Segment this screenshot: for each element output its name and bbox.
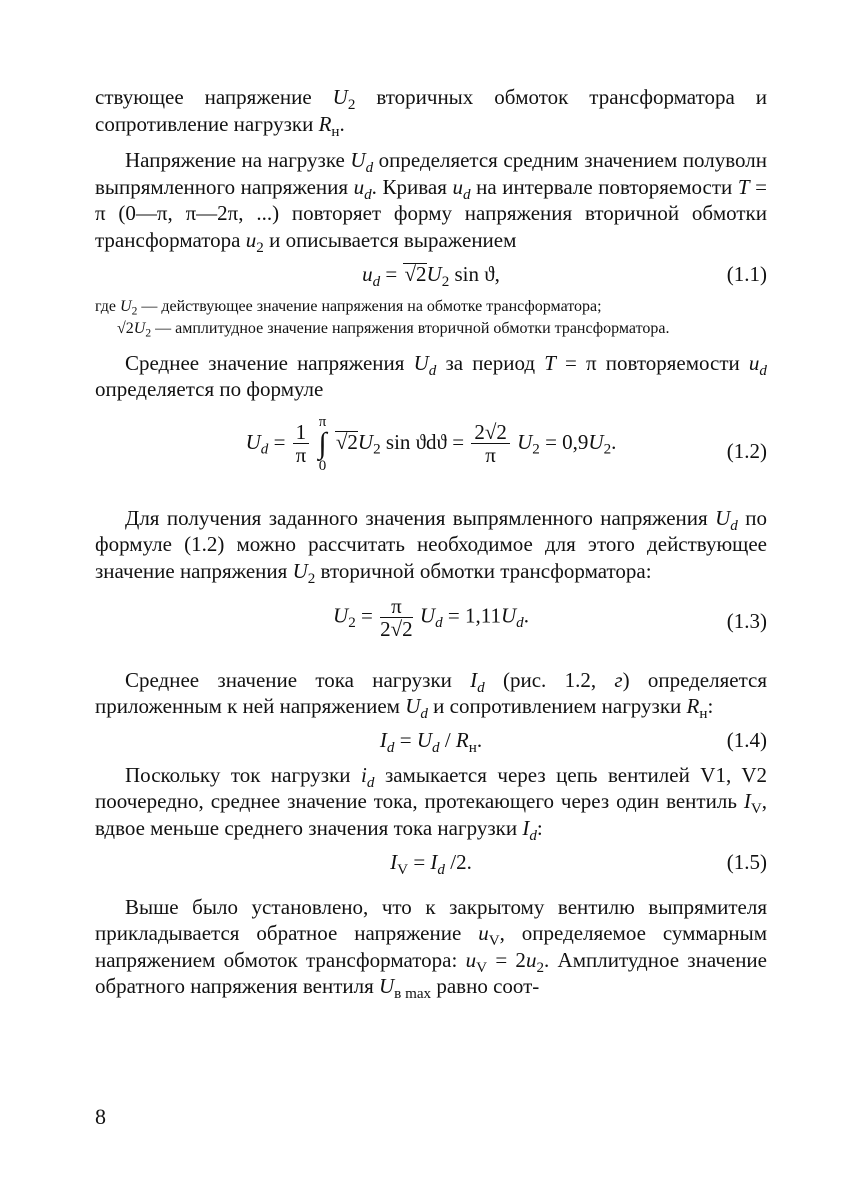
paragraph-1: ствующее напряжение $U_2$ вторичных обмоток трансформатора и сопротивление нагрузки $R_н$. (95, 85, 768, 140)
paragraph-4: Для получения заданного значения выпрямленного напряжения $U_d$ по формуле (1.2) можно рассчитать необходимое для этого действующее значение напряжения $U_2$ вторичной обмотки трансформатора: (95, 505, 767, 587)
paragraph-2: Напряжение на нагрузке $U_d$ определяется средним значением полуволн выпрямленного напряжения $u_d$. Кривая $u_d$ на интервале повторяемости T = π (0—π, π—2π, ...) повторяет форму напряжения вторичной обмотки трансформатора $u_2$ и описывается выражением (95, 148, 767, 256)
equation-number: (1.3) (726, 608, 767, 633)
equation-1-2: $U_d$ = $\frac{1}{\pi}$ π ∫ 0 $√2U_2$ sin ϑdϑ = $\frac{2√2}{\pi}$ $U_2 = 0,9U_2$. (1.2) (245, 413, 767, 474)
equation-number: (1.4) (726, 727, 767, 752)
paragraph-5: Среднее значение тока нагрузки $I_d$ (рис. 1.2, г) определяется приложенным к ней напряжением $U_d$ и сопротивлением нагрузки $R_н$: (95, 667, 767, 722)
paragraph-3: Среднее значение напряжения $U_d$ за период T = π повторяемости $u_d$ определяется по формуле (95, 350, 767, 402)
equation-1-1: $u_d = √2U_2$ sin ϑ, (1.1) (362, 261, 767, 290)
equation-1-4: $I_d = U_d / R_н$. (1.4) (379, 727, 767, 756)
equation-1-5: $I_V = I_d$ /2. (1.5) (390, 849, 767, 878)
paragraph-6: Поскольку ток нагрузки $i_d$ замыкается через цепь вентилей V1, V2 поочередно, среднее значение тока, протекающего через один вентиль $I_V$, вдвое меньше среднего значения тока нагрузки $I_d$: (95, 762, 767, 844)
equation-number: (1.5) (726, 849, 767, 874)
paragraph-7: Выше было установлено, что к закрытому вентилю выпрямителя прикладывается обратное напряжение $u_V$, определяемое суммарным напряжением обмоток трансформатора: $u_V = 2u_2$. Амплитудное значение обратного напряжения вентиля $U_{в max}$ равно соот- (95, 894, 768, 1003)
page-content (95, 84, 768, 1003)
where-clause-2: $√2U_2$ — амплитудное значение напряжения вторичной обмотки трансформатора. (117, 319, 670, 340)
equation-number: (1.2) (726, 438, 767, 463)
equation-1-3: $U_2$ = $\frac{\pi}{2√2}$ $U_d = 1,11U_d$. (1.3) (333, 593, 767, 641)
equation-number: (1.1) (726, 261, 767, 286)
where-clause-1: где $U_2$ — действующее значение напряжения на обмотке трансформатора; (95, 297, 602, 318)
page-number: 8 (95, 1104, 106, 1129)
